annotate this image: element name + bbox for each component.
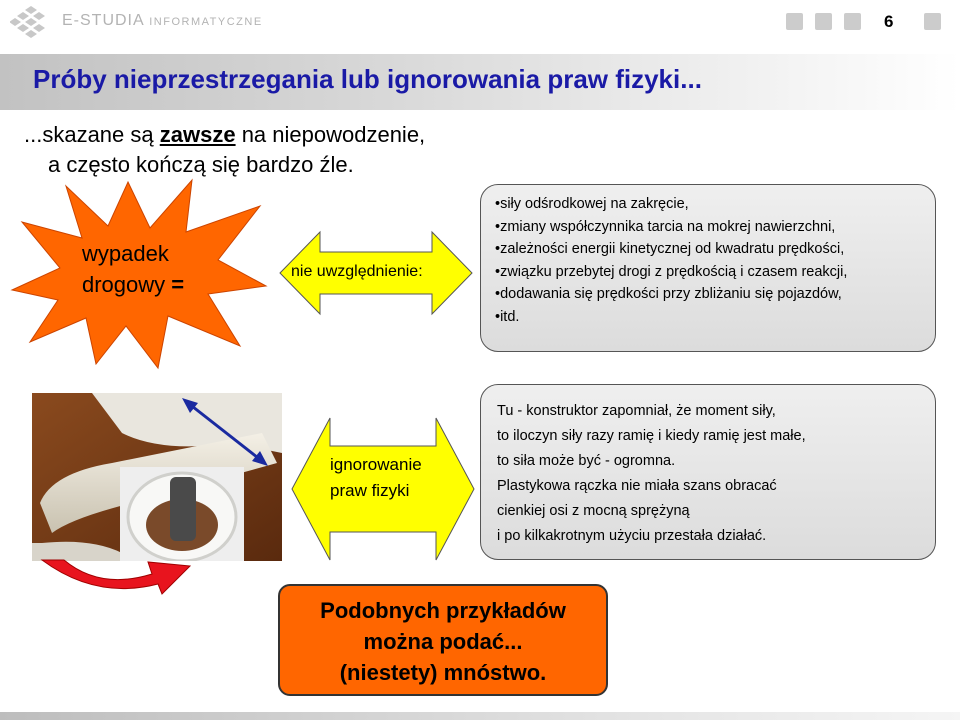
subtitle-post: na niepowodzenie, <box>235 122 426 147</box>
explanation-line: Plastykowa rączka nie miała szans obracać <box>497 478 777 494</box>
arrow2-line1: ignorowanie <box>330 455 422 474</box>
header-bar <box>0 0 960 44</box>
conclusion-line2: można podać... <box>363 629 523 654</box>
slide-title: Próby nieprzestrzegania lub ignorowania praw fizyki... <box>33 64 702 94</box>
explanation-line: i po kilkakrotnym użyciu przestała działać. <box>497 528 767 544</box>
logo-main: E-STUDIA <box>62 12 144 29</box>
cause-item: •zmiany współczynnika tarcia na mokrej nawierzchni, <box>495 218 836 235</box>
explanation-line: to iloczyn siły razy ramię i kiedy ramię jest małe, <box>497 428 806 444</box>
nav-square-next[interactable] <box>844 13 861 30</box>
starburst-text <box>82 238 184 300</box>
nav-square-prev[interactable] <box>815 13 832 30</box>
starburst-line2: drogowy <box>82 272 172 297</box>
conclusion-box <box>278 584 608 696</box>
nav-square-first[interactable] <box>786 13 803 30</box>
cause-item: •siły odśrodkowej na zakręcie, <box>495 196 689 212</box>
explanation-line: to siła może być - ogromna. <box>497 453 676 469</box>
explanation-line: cienkiej osi z mocną sprężyną <box>497 503 690 519</box>
arrow2-line2: praw fizyki <box>330 481 410 500</box>
subtitle-line2: a często kończą się bardzo źle. <box>48 152 354 177</box>
handle-photo <box>32 393 282 561</box>
page-number: 6 <box>884 12 894 31</box>
cause-item: •zależności energii kinetycznej od kwadratu prędkości, <box>495 241 845 257</box>
logo-sub: INFORMATYCZNE <box>149 16 263 28</box>
cause-item: •dodawania się prędkości przy zbliżaniu się pojazdów, <box>495 286 842 302</box>
explanation-box <box>480 384 936 560</box>
starburst-line1: wypadek <box>82 241 169 266</box>
subtitle-emphasis: zawsze <box>159 122 236 147</box>
arrow2-label <box>330 452 422 504</box>
subtitle <box>24 120 425 180</box>
handle-photo-image <box>32 393 282 561</box>
cause-item: •itd. <box>495 308 520 325</box>
curved-arrow <box>40 556 210 596</box>
conclusion-line1: Podobnych przykładów <box>320 598 566 623</box>
subtitle-pre: ...skazane są <box>24 122 160 147</box>
cause-item: •związku przebytej drogi z prędkością i czasem reakcji, <box>495 263 848 280</box>
logo-text <box>62 12 263 30</box>
causes-box <box>480 184 936 352</box>
starburst-equals: = <box>171 272 185 297</box>
footer-bar <box>0 712 960 720</box>
nav-square-last[interactable] <box>924 13 941 30</box>
explanation-line: Tu - konstruktor zapomniał, że moment siły, <box>497 403 776 419</box>
logo-icon <box>10 4 52 40</box>
conclusion-line3: (niestety) mnóstwo. <box>339 660 547 685</box>
arrow1-label: nie uwzględnienie: <box>291 263 423 280</box>
